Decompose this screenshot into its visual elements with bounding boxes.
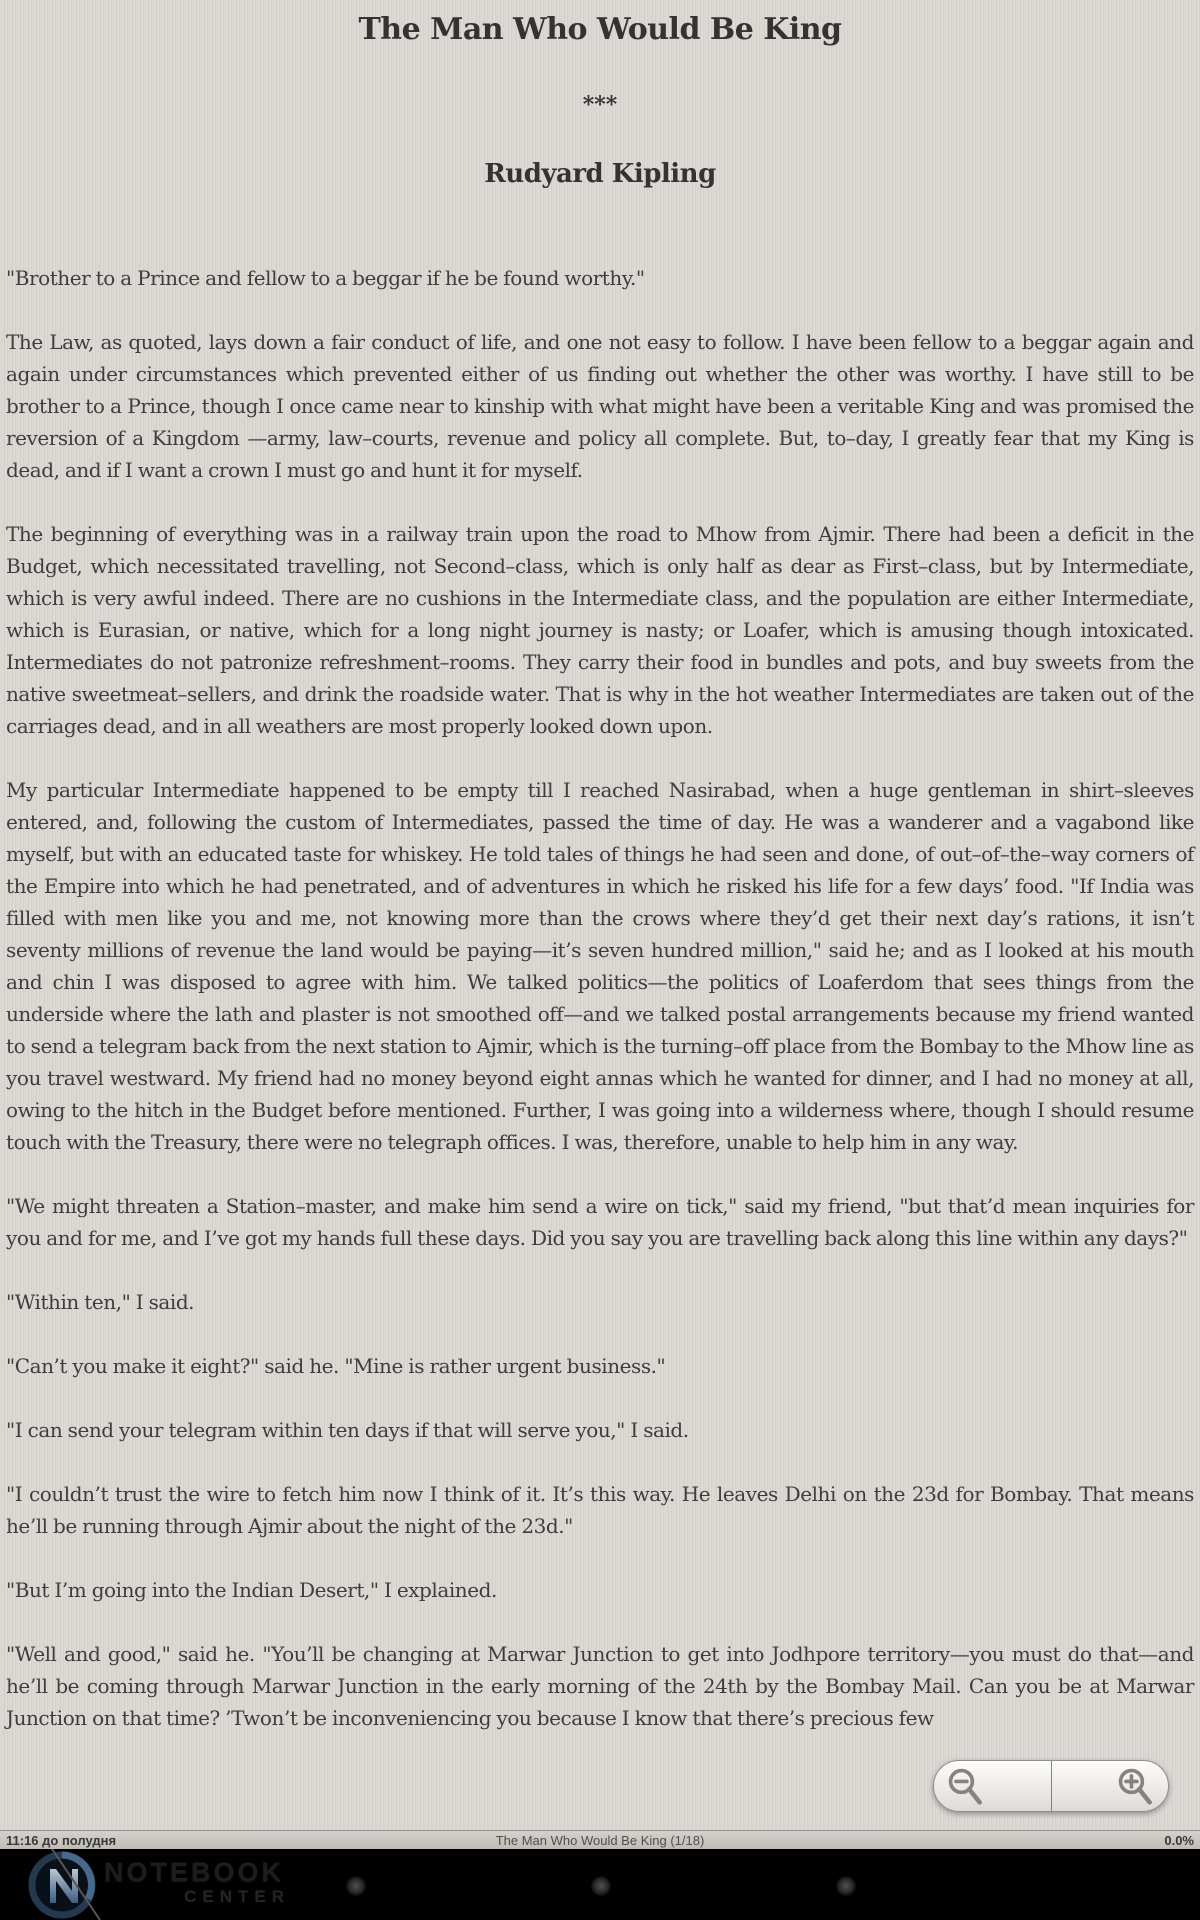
clock-text: 11:16 до полудня	[6, 1832, 117, 1848]
zoom-out-button[interactable]	[934, 1761, 1051, 1811]
softkey-dot-3[interactable]	[836, 1876, 856, 1896]
status-bar	[0, 1830, 1200, 1849]
logo-n-emblem	[12, 1849, 112, 1920]
paragraph: "Within ten," I said.	[6, 1290, 195, 1314]
paragraph: The beginning of everything was in a railway train upon the road to Mhow from Ajmir. There had been a deficit in the Budget, which necessitated travelling, not Second–class, which is only half as dear as First–class, but by Intermediate, which is very awful indeed. There are no cushions in the Intermediate class, and the population are either Intermediate, which is Eurasian, or native, which for a long night journey is nasty; or Loafer, which is amusing though intoxicated. Intermediates do not patronize refreshment–rooms. They carry their food in bundles and pots, and buy sweets from the native sweetmeat–sellers, and drink the roadside water. That is why in the hot weather Intermediates are taken out of the carriages dead, and in all weathers are most properly looked down upon.	[6, 522, 1194, 738]
paragraph: "I can send your telegram within ten days if that will serve you," I said.	[6, 1418, 689, 1442]
softkey-dot-1[interactable]	[346, 1876, 366, 1896]
logo-text-center: CENTER	[184, 1887, 290, 1906]
paragraph: "But I’m going into the Indian Desert," I explained.	[6, 1578, 497, 1602]
magnifier-minus-icon	[946, 1766, 986, 1806]
section-separator: ***	[582, 92, 618, 118]
zoom-in-button[interactable]	[1051, 1761, 1168, 1811]
paragraph: "I couldn’t trust the wire to fetch him now I think of it. It’s this way. He leaves Delhi on the 23d for Bombay. That means he’ll be running through Ajmir about the night of the 23d."	[6, 1482, 1194, 1538]
logo-text-notebook: NOTEBOOK	[104, 1857, 285, 1887]
notebook-center-logo	[12, 1849, 302, 1920]
paragraph: My particular Intermediate happened to be empty till I reached Nasirabad, when a huge gentleman in shirt–sleeves entered, and, following the custom of Intermediates, passed the time of day. He was a wanderer and a vagabond like myself, but with an educated taste for whiskey. He told tales of things he had seen and done, of out–of–the–way corners of the Empire into which he had penetrated, and of adventures in which he risked his life for a few days’ food. "If India was filled with men like you and me, not knowing more than the crows where they’d get their next day’s rations, it isn’t seventy millions of revenue the land would be paying—it’s seven hundred million," said he; and as I looked at his mouth and chin I was disposed to agree with him. We talked politics—the politics of Loaferdom that sees things from the underside where the lath and plaster is not smoothed off—and we talked postal arrangements because my friend wanted to send a telegram back from the next station to Ajmir, which is the turning–off place from the Bombay to the Mhow line as you travel westward. My friend had no money beyond eight annas which he wanted for dinner, and I had no money at all, owing to the hitch in the Budget before mentioned. Further, I was going into a wilderness where, though I should resume touch with the Treasury, there were no telegraph offices. I was, therefore, unable to help him in any way.	[6, 778, 1194, 1154]
softkey-dot-2[interactable]	[591, 1876, 611, 1896]
book-author: Rudyard Kipling	[484, 159, 716, 189]
book-title: The Man Who Would Be King	[358, 12, 842, 47]
paragraph: "We might threaten a Station–master, and make him send a wire on tick," said my friend, "but that’d mean inquiries for you and for me, and I’ve got my hands full these days. Did you say you are travelling back along this line within any days?"	[6, 1194, 1194, 1250]
system-navigation-bar	[0, 1849, 1200, 1920]
paragraph: "Can’t you make it eight?" said he. "Mine is rather urgent business."	[6, 1354, 666, 1378]
zoom-toolbar	[933, 1760, 1169, 1812]
zoom-toolbar-divider	[1051, 1761, 1052, 1811]
paragraph: The Law, as quoted, lays down a fair conduct of life, and one not easy to follow. I have been fellow to a beggar again and again under circumstances which prevented either of us finding out whether the other was worthy. I have still to be brother to a Prince, though I once came near to kinship with what might have been a veritable King and was promised the reversion of a Kingdom —army, law–courts, revenue and policy all complete. But, to–day, I greatly fear that my King is dead, and if I want a crown I must go and hunt it for myself.	[6, 330, 1194, 482]
book-text	[6, 262, 1194, 1734]
status-book-title: The Man Who Would Be King (1/18)	[495, 1832, 705, 1848]
paragraph: "Well and good," said he. "You’ll be changing at Marwar Junction to get into Jodhpore territory—you must do that—and he’ll be coming through Marwar Junction in the early morning of the 24th by the Bombay Mail. Can you be at Marwar Junction on that time? ’Twon’t be inconveniencing you because I know that there’s precious few	[6, 1642, 1194, 1730]
paragraph: "Brother to a Prince and fellow to a beggar if he be found worthy."	[6, 266, 645, 290]
reading-progress: 0.0%	[1164, 1832, 1194, 1848]
magnifier-plus-icon	[1116, 1766, 1156, 1806]
